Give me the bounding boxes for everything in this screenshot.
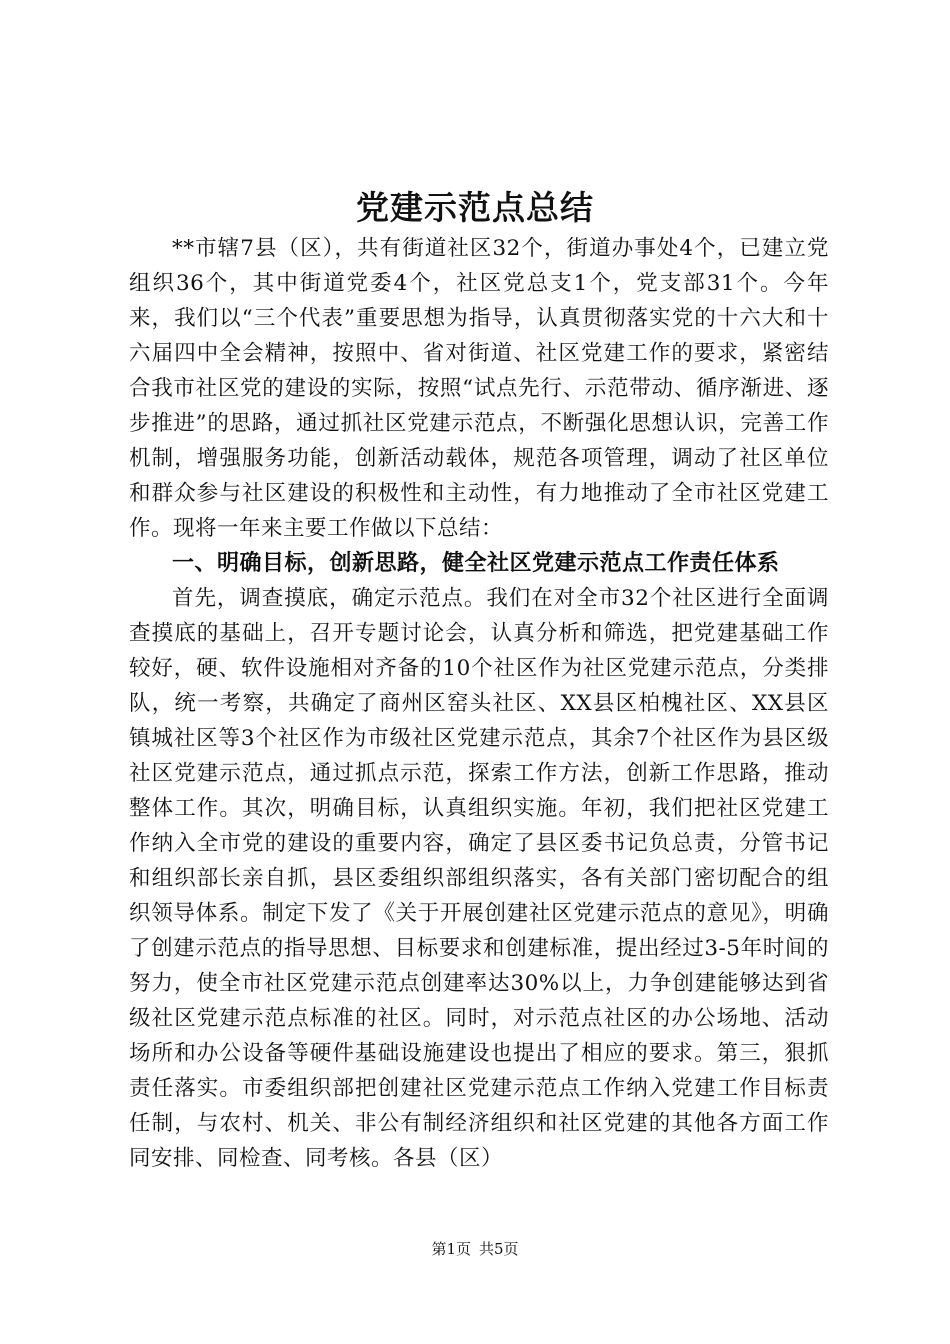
section-heading-1: 一、明确目标，创新思路，健全社区党建示范点工作责任体系: [172, 551, 780, 576]
intro-paragraph: **市辖7县（区），共有街道社区32个，街道办事处4个，已建立党组织36个，其中街道党委4个，社区党总支1个，党支部31个。今年来，我们以“三个代表”重要思想为指导，认真贯彻落实党的十六大和十六届四中全会精神，按照中、省对街道、社区党建工作的要求，紧密结合我市社区党的建设的实际，按照“试点先行、示范带动、循序渐进、逐步推进”的思路，通过抓社区党建示范点，不断强化思想认识，完善工作机制，增强服务功能，创新活动载体，规范各项管理，调动了社区单位和群众参与社区建设的积极性和主动性，有力地推动了全市社区党建工作。现将一年来主要工作做以下总结：: [129, 236, 829, 541]
page-footer: [0, 1238, 950, 1260]
document-title: 党建示范点总结: [356, 188, 594, 227]
page-total: 共5页: [479, 1240, 519, 1258]
section-1-paragraph: 首先，调查摸底，确定示范点。我们在对全市32个社区进行全面调查摸底的基础上，召开专题讨论会，认真分析和筛选，把党建基础工作较好，硬、软件设施相对齐备的10个社区作为社区党建示范点，分类排队，统一考察，共确定了商州区窑头社区、XX县区柏槐社区、XX县区镇城社区等3个社区作为市级社区党建示范点，其余7个社区作为县区级社区党建示范点，通过抓点示范，探索工作方法，创新工作思路，推动整体工作。其次，明确目标，认真组织实施。年初，我们把社区党建工作纳入全市党的建设的重要内容，确定了县区委书记负总责，分管书记和组织部长亲自抓，县区委组织部组织落实，各有关部门密切配合的组织领导体系。制定下发了《关于开展创建社区党建示范点的意见》，明确了创建示范点的指导思想、目标要求和创建标准，提出经过3-5年时间的努力，使全市社区党建示范点创建率达30%以上，力争创建能够达到省级社区党建示范点标准的社区。同时，对示范点社区的办公场地、活动场所和办公设备等硬件基础设施建设也提出了相应的要求。第三，狠抓责任落实。市委组织部把创建社区党建示范点工作纳入党建工作目标责任制，与农村、机关、非公有制经济组织和社区党建的其他各方面工作同安排、同检查、同考核。各县（区）: [129, 586, 829, 1171]
page-number: 第1页: [431, 1240, 471, 1258]
document-body: [129, 231, 829, 1176]
